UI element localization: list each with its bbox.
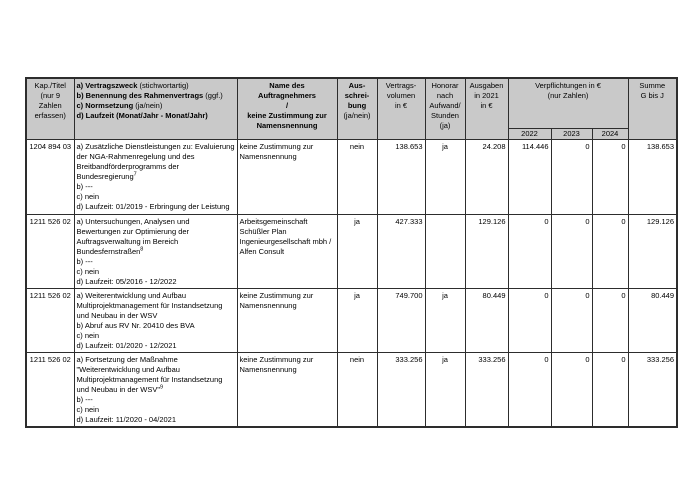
text-line: b) Benennung des Rahmenvertrags (ggf.)	[76, 91, 223, 100]
text-line: "Weiterentwicklung und Aufbau	[76, 364, 180, 374]
cell-name-lines	[237, 352, 337, 427]
text-line: Verpflichtungen in €	[535, 81, 601, 90]
cell-verpflichtungen-2023: 0	[551, 214, 592, 288]
text-line: Namensnennung	[239, 151, 297, 161]
table-row	[26, 352, 677, 427]
cell-summe: 80.449	[628, 288, 677, 352]
text-line: Aufwand/	[429, 101, 461, 110]
text-line: und Neubau in der WSV	[76, 310, 158, 320]
header-year-2024: 2024	[592, 128, 628, 139]
text-line: Aus-	[348, 81, 366, 90]
header-year-2022: 2022	[508, 128, 551, 139]
text-line: b) Abruf aus RV Nr. 20410 des BVA	[76, 320, 195, 330]
cell-verpflichtungen-2023: 0	[551, 352, 592, 427]
text-line: a) Fortsetzung der Maßnahme	[76, 354, 178, 364]
cell-verpflichtungen-2022: 114.446	[508, 139, 551, 214]
text-line: nach	[436, 91, 454, 100]
text-line: a) Vertragszweck (stichwortartig)	[76, 81, 189, 90]
cell-ausschreibung: ja	[337, 288, 377, 352]
text-line: a) Untersuchungen, Analysen und	[76, 216, 190, 226]
cell-summe: 129.126	[628, 214, 677, 288]
cell-name-lines	[237, 288, 337, 352]
text-line: Breitbandförderprogramms der	[76, 161, 180, 171]
cell-verpflichtungen-2023: 0	[551, 288, 592, 352]
header-vertragsvolumen	[377, 78, 425, 139]
text-line: d) Laufzeit: 05/2016 - 12/2022	[76, 276, 177, 286]
cell-honorar: ja	[425, 139, 465, 214]
header-year-2023: 2023	[551, 128, 592, 139]
text-line: Summe	[639, 81, 666, 90]
cell-honorar	[425, 214, 465, 288]
cell-purpose-lines	[74, 139, 237, 214]
text-line: c) nein	[76, 266, 100, 276]
footnote-marker: 8	[140, 246, 144, 252]
text-line: Auftragsverwaltung im Bereich	[76, 236, 179, 246]
text-line: c) nein	[76, 404, 100, 414]
text-line: Namensnennung	[239, 364, 297, 374]
table-row	[26, 288, 677, 352]
text-line: b) ---	[76, 394, 93, 404]
text-line: (ja)	[439, 121, 451, 130]
text-line: G bis J	[640, 91, 664, 100]
cell-kap: 1211 526 02	[26, 352, 74, 427]
text-line: keine Zustimmung zur	[239, 290, 314, 300]
cell-verpflichtungen-2024: 0	[592, 288, 628, 352]
cell-summe: 138.653	[628, 139, 677, 214]
text-line: Arbeitsgemeinschaft	[239, 216, 308, 226]
text-line: keine Zustimmung zur	[247, 111, 327, 120]
text-line: Namensnennung	[239, 300, 297, 310]
text-line: /	[285, 101, 289, 110]
cell-purpose-lines	[74, 352, 237, 427]
header-row	[26, 78, 677, 128]
text-line: Stunden	[431, 111, 459, 120]
text-line: (ja/nein)	[343, 111, 371, 120]
cell-ausschreibung: nein	[337, 139, 377, 214]
cell-ausgaben-2021: 80.449	[465, 288, 508, 352]
cell-vertragsvolumen: 427.333	[377, 214, 425, 288]
text-line: a) Weiterentwicklung und Aufbau	[76, 290, 187, 300]
cell-purpose-lines	[74, 214, 237, 288]
table-row	[26, 214, 677, 288]
text-line: d) Laufzeit: 01/2020 - 12/2021	[76, 340, 177, 350]
text-line: Schüßler Plan	[239, 226, 287, 236]
text-line: (nur 9 Zahlen	[38, 91, 62, 110]
cell-ausgaben-2021: 333.256	[465, 352, 508, 427]
text-line: in €	[480, 101, 493, 110]
text-line: bung	[347, 101, 367, 110]
cell-honorar: ja	[425, 288, 465, 352]
header-summe	[628, 78, 677, 139]
text-line: Bundesregierung$^7$	[76, 171, 137, 181]
header-vertragszweck	[74, 78, 237, 139]
text-line: d) Laufzeit (Monat/Jahr - Monat/Jahr)	[76, 111, 208, 120]
cell-verpflichtungen-2022: 0	[508, 288, 551, 352]
cell-ausschreibung: ja	[337, 214, 377, 288]
contracts-table	[25, 77, 678, 428]
cell-vertragsvolumen: 749.700	[377, 288, 425, 352]
text-line: c) nein	[76, 191, 100, 201]
text-line: Multiprojektmanagement für Instandsetzung	[76, 300, 223, 310]
cell-honorar: ja	[425, 352, 465, 427]
text-line: (nur Zahlen)	[547, 91, 589, 100]
cell-name-lines	[237, 139, 337, 214]
table-row	[26, 139, 677, 214]
cell-verpflichtungen-2022: 0	[508, 352, 551, 427]
text-line: d) Laufzeit: 01/2019 - Erbringung der Leistung	[76, 201, 230, 211]
text-line: erfassen)	[34, 111, 66, 120]
text-line: c) Normsetzung (ja/nein)	[76, 101, 163, 110]
cell-verpflichtungen-2024: 0	[592, 139, 628, 214]
text-line: Alfen Consult	[239, 246, 285, 256]
text-line: Namensnennung	[256, 121, 318, 130]
cell-kap: 1211 526 02	[26, 288, 74, 352]
cell-verpflichtungen-2022: 0	[508, 214, 551, 288]
text-block	[340, 81, 375, 111]
text-line: Name des Auftragnehmers	[258, 81, 316, 100]
text-line: Honorar	[431, 81, 459, 90]
text-line: Multiprojektmanagement für Instandsetzung	[76, 374, 223, 384]
text-line: b) ---	[76, 256, 93, 266]
text-line: c) nein	[76, 330, 100, 340]
text-line: keine Zustimmung zur	[239, 354, 314, 364]
text-line: Vertrags-	[385, 81, 417, 90]
header-ausgaben-2021	[465, 78, 508, 139]
text-line: schrei-	[344, 91, 370, 100]
footnote-marker: 7	[133, 171, 137, 177]
cell-verpflichtungen-2024: 0	[592, 352, 628, 427]
cell-vertragsvolumen: 333.256	[377, 352, 425, 427]
text-line: d) Laufzeit: 11/2020 - 04/2021	[76, 414, 177, 424]
cell-name-lines	[237, 214, 337, 288]
text-line: a) Zusätzliche Dienstleistungen zu: Evaluierung	[76, 141, 235, 151]
text-line: in 2021	[474, 91, 499, 100]
header-verpflichtungen	[508, 78, 628, 128]
text-line: und Neubau in der WSV"$^9$	[76, 384, 164, 394]
cell-verpflichtungen-2024: 0	[592, 214, 628, 288]
cell-kap: 1204 894 03	[26, 139, 74, 214]
table-body	[26, 139, 677, 427]
cell-purpose-lines	[74, 288, 237, 352]
header-honorar	[425, 78, 465, 139]
cell-ausschreibung: nein	[337, 352, 377, 427]
text-line: volumen	[386, 91, 416, 100]
text-line: der NGA-Rahmenregelung und des	[76, 151, 195, 161]
cell-verpflichtungen-2023: 0	[551, 139, 592, 214]
text-line: Ausgaben	[469, 81, 504, 90]
text-line: Ingenieurgesellschaft mbh /	[239, 236, 332, 246]
cell-vertragsvolumen: 138.653	[377, 139, 425, 214]
footnote-marker: 9	[160, 384, 164, 390]
header-kap-titel	[26, 78, 74, 139]
cell-ausgaben-2021: 24.208	[465, 139, 508, 214]
header-auftragnehmer	[237, 78, 337, 139]
text-line: Bundesfernstraßen$^8$	[76, 246, 144, 256]
text-line: Bewertungen zur Optimierung der	[76, 226, 190, 236]
cell-ausgaben-2021: 129.126	[465, 214, 508, 288]
cell-kap: 1211 526 02	[26, 214, 74, 288]
header-ausschreibung	[337, 78, 377, 139]
text-line: in €	[394, 101, 408, 110]
cell-summe: 333.256	[628, 352, 677, 427]
table-header	[26, 78, 677, 139]
text-line: b) ---	[76, 181, 93, 191]
text-line: keine Zustimmung zur	[239, 141, 314, 151]
text-line: Kap./Titel	[34, 81, 66, 90]
